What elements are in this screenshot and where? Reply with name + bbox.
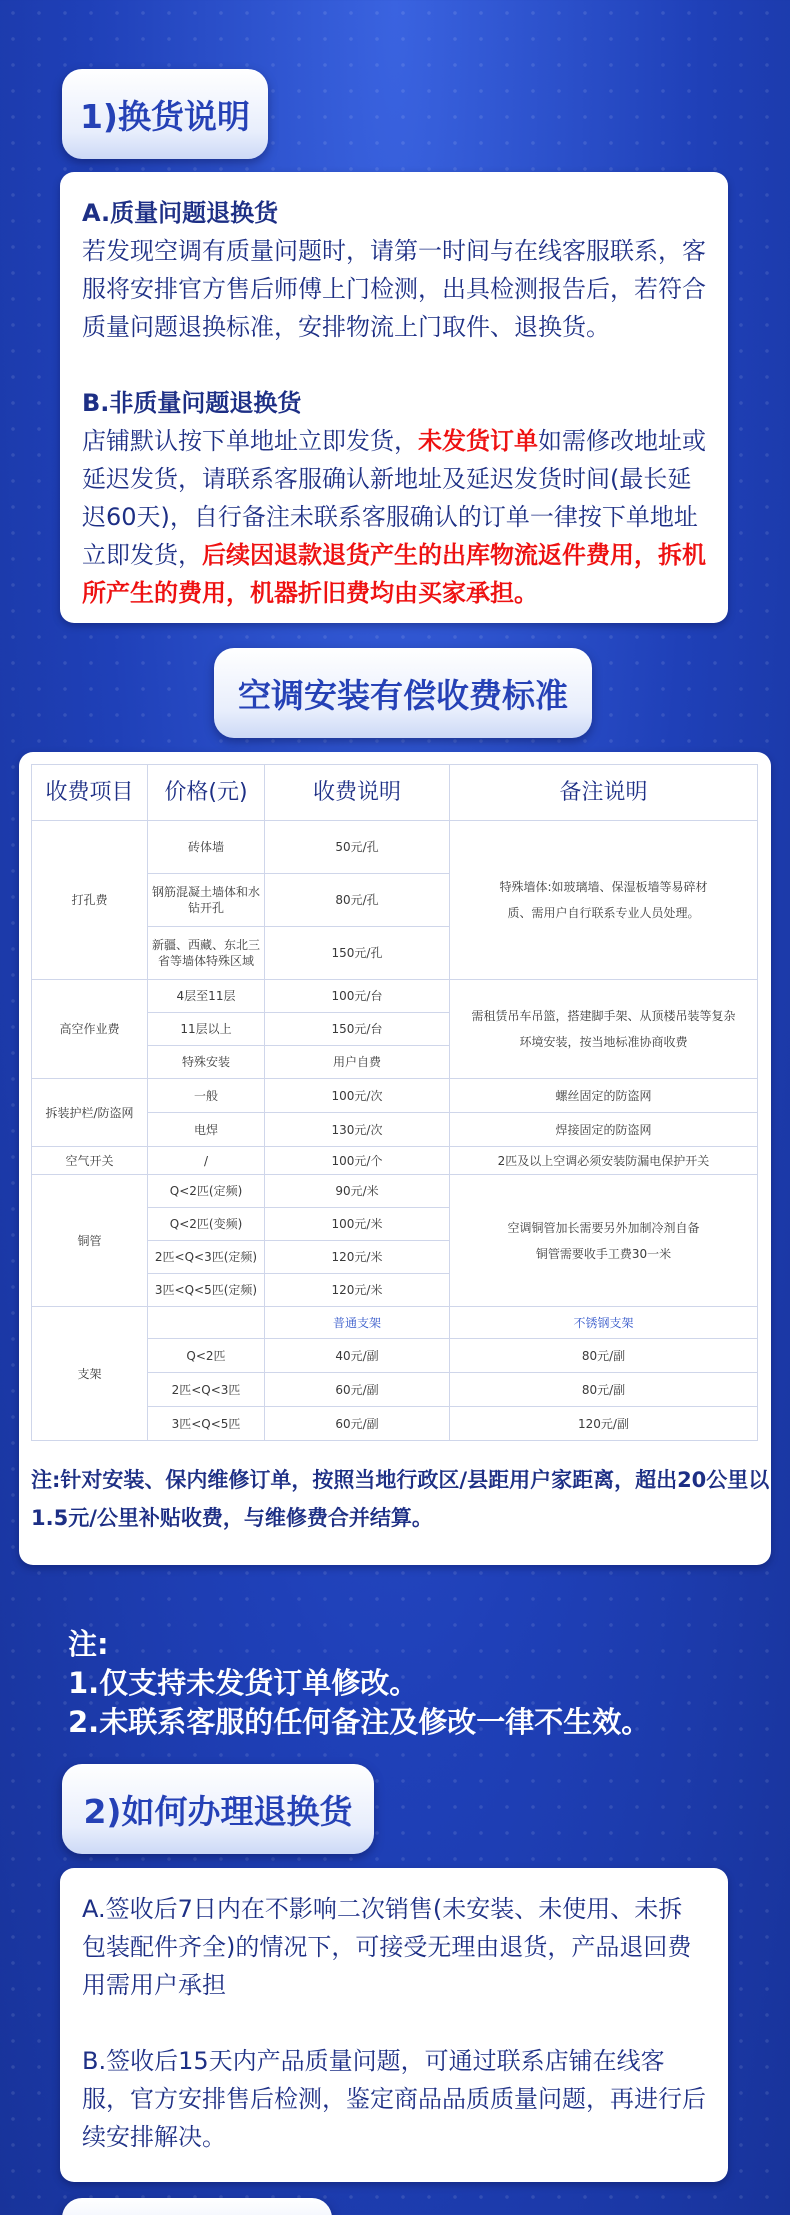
copper-price-3: 120元/米	[265, 1241, 450, 1274]
switch-note: 2匹及以上空调必须安装防漏电保护开关	[450, 1147, 758, 1175]
high-spec-2: 11层以上	[148, 1013, 265, 1046]
copper-spec-1: Q<2匹(定频)	[148, 1175, 265, 1208]
return-15day: B.签收后15天内产品质量问题，可通过联系店铺在线客服，官方安排售后检测，鉴定商品品质质量问题，再进行后续安排解决。	[82, 2047, 706, 2151]
bracket-normal-header: 普通支架	[265, 1307, 450, 1339]
fee-footnote: 注:针对安装、保内维修订单，按照当地行政区/县距用户家距离，超出20公里以1.5元/公里补贴收费，与维修费合并结算。	[31, 1468, 770, 1530]
bracket-spec-2: 2匹<Q<3匹	[148, 1373, 265, 1407]
copper-spec-3: 2匹<Q<3匹(定频)	[148, 1241, 265, 1274]
copper-spec-2: Q<2匹(变频)	[148, 1208, 265, 1241]
section-1-title-text: 1)换货说明	[79, 96, 251, 136]
bracket-steel-3: 120元/副	[450, 1407, 758, 1441]
quality-body: 若发现空调有质量问题时，请第一时间与在线客服联系，客服将安排官方售后师傅上门检测，出具检测报告后，若符合质量问题退换标准，安排物流上门取件、退换货。	[82, 237, 706, 341]
drill-spec-2: 钢筋混凝土墙体和水钻开孔	[148, 874, 265, 927]
bracket-steel-header: 不锈钢支架	[450, 1307, 758, 1339]
switch-label: 空气开关	[32, 1147, 148, 1175]
drill-price-3: 150元/孔	[265, 927, 450, 980]
rail-price-2: 130元/次	[265, 1113, 450, 1147]
table-row	[32, 980, 758, 1013]
rail-note-1: 螺丝固定的防盗网	[450, 1079, 758, 1113]
fee-table	[31, 764, 758, 1441]
drill-price-2: 80元/孔	[265, 874, 450, 927]
bracket-steel-2: 80元/副	[450, 1373, 758, 1407]
table-row	[32, 1175, 758, 1208]
bracket-label: 支架	[32, 1307, 148, 1441]
order-notes	[68, 1625, 650, 1742]
bracket-steel-1: 80元/副	[450, 1339, 758, 1373]
return-card	[60, 1868, 728, 2182]
nonquality-heading: B.非质量问题退换货	[82, 389, 302, 417]
high-price-2: 150元/台	[265, 1013, 450, 1046]
drill-price-1: 50元/孔	[265, 821, 450, 874]
next-section-title-cropped	[62, 2198, 332, 2215]
bracket-normal-2: 60元/副	[265, 1373, 450, 1407]
fee-section-title-text: 空调安装有偿收费标准	[238, 675, 568, 715]
table-row	[32, 1079, 758, 1113]
drill-note: 特殊墙体:如玻璃墙、保湿板墙等易碎材质、需用户自行联系专业人员处理。	[450, 821, 758, 980]
rail-note-2: 焊接固定的防盗网	[450, 1113, 758, 1147]
nonquality-text-2: 如需修改地址或延迟发货，请联系客服确认新地址及延迟发货时间(最长延迟60天)，自行备注未联系客服确认的订单一律按下单地址立即发货，	[82, 427, 706, 569]
header-price: 价格(元)	[148, 765, 265, 821]
high-price-3: 用户自费	[265, 1046, 450, 1079]
quality-heading: A.质量问题退换货	[82, 199, 279, 227]
notes-line-2: 2.未联系客服的任何备注及修改一律不生效。	[68, 1705, 651, 1739]
bracket-normal-1: 40元/副	[265, 1339, 450, 1373]
header-item: 收费项目	[32, 765, 148, 821]
fee-table-header	[32, 765, 758, 821]
exchange-quality	[82, 194, 706, 346]
bracket-normal-3: 60元/副	[265, 1407, 450, 1441]
copper-label: 铜管	[32, 1175, 148, 1307]
notes-heading: 注:	[68, 1627, 109, 1661]
bracket-empty-cell	[148, 1307, 265, 1339]
copper-spec-4: 3匹<Q<5匹(定频)	[148, 1274, 265, 1307]
drill-label: 打孔费	[32, 821, 148, 980]
rail-spec-2: 电焊	[148, 1113, 265, 1147]
drill-spec-1: 砖体墙	[148, 821, 265, 874]
section-2-title-text: 2)如何办理退换货	[83, 1791, 353, 1831]
high-note: 需租赁吊车吊篮，搭建脚手架、从顶楼吊装等复杂环境安装，按当地标准协商收费	[450, 980, 758, 1079]
section-1-title	[62, 69, 268, 159]
switch-price: 100元/个	[265, 1147, 450, 1175]
nonquality-body	[82, 422, 706, 612]
copper-price-4: 120元/米	[265, 1274, 450, 1307]
copper-price-1: 90元/米	[265, 1175, 450, 1208]
drill-spec-3: 新疆、西藏、东北三省等墙体特殊区域	[148, 927, 265, 980]
high-price-1: 100元/台	[265, 980, 450, 1013]
rail-spec-1: 一般	[148, 1079, 265, 1113]
header-charge: 收费说明	[265, 765, 450, 821]
rail-label: 拆装护栏/防盗网	[32, 1079, 148, 1147]
fee-section-title	[214, 648, 592, 738]
table-row	[32, 1147, 758, 1175]
bracket-spec-3: 3匹<Q<5匹	[148, 1407, 265, 1441]
section-2-title	[62, 1764, 374, 1854]
table-row	[32, 821, 758, 874]
copper-note: 空调铜管加长需要另外加制冷剂自备铜管需要收手工费30一米	[450, 1175, 758, 1307]
rail-price-1: 100元/次	[265, 1079, 450, 1113]
bracket-spec-1: Q<2匹	[148, 1339, 265, 1373]
header-remark: 备注说明	[450, 765, 758, 821]
exchange-nonquality	[82, 384, 706, 612]
return-7day: A.签收后7日内在不影响二次销售(未安装、未使用、未拆包装配件齐全)的情况下，可接受无理由退货，产品退回费用需用户承担	[82, 1895, 692, 1999]
high-spec-3: 特殊安装	[148, 1046, 265, 1079]
high-label: 高空作业费	[32, 980, 148, 1079]
notes-line-1: 1.仅支持未发货订单修改。	[68, 1666, 419, 1700]
nonquality-red-1: 未发货订单	[418, 427, 538, 455]
table-row	[32, 1307, 758, 1339]
copper-price-2: 100元/米	[265, 1208, 450, 1241]
high-spec-1: 4层至11层	[148, 980, 265, 1013]
header-title-remnant	[0, 0, 790, 10]
nonquality-red-2: 后续因退款退货产生的出库物流返件费用，拆机所产生的费用，机器折旧费均由买家承担。	[82, 541, 706, 607]
fee-table-card	[19, 752, 771, 1565]
switch-spec: /	[148, 1147, 265, 1175]
nonquality-text-1: 店铺默认按下单地址立即发货，	[82, 427, 418, 455]
exchange-card	[60, 172, 728, 623]
